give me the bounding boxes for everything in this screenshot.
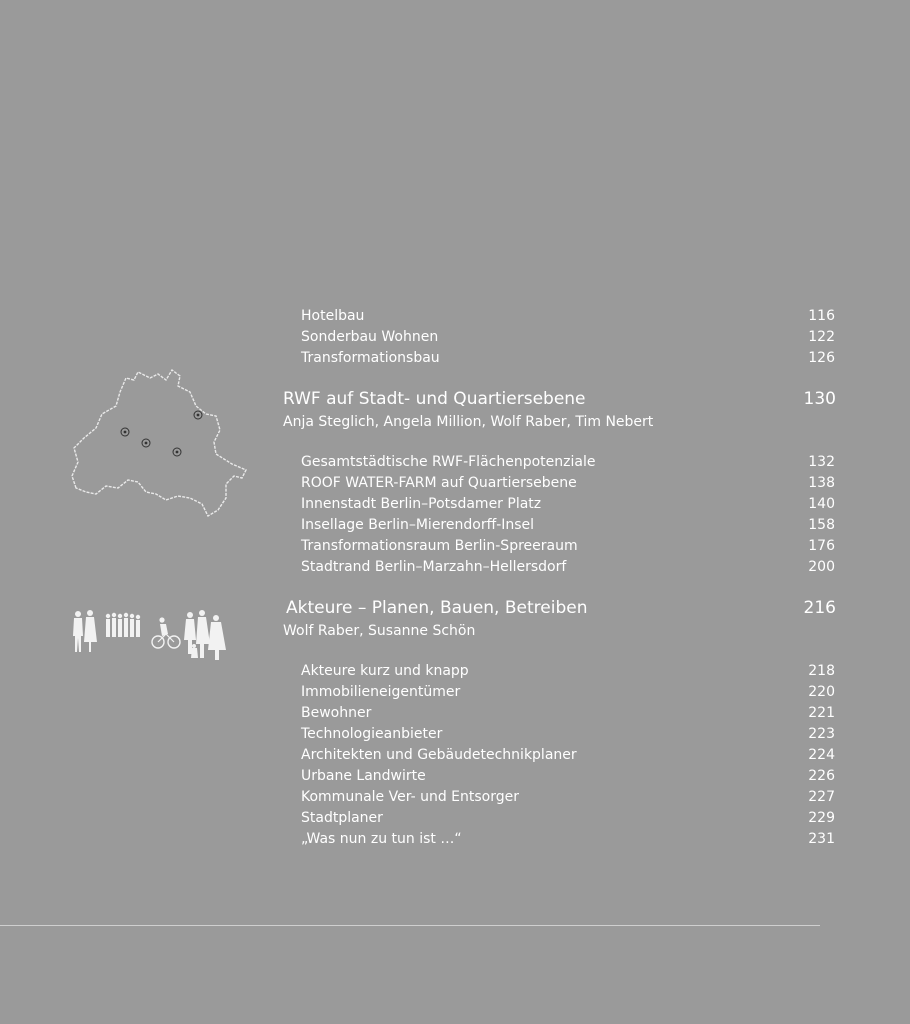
toc-entry bbox=[301, 661, 835, 682]
bottom-divider bbox=[0, 925, 820, 926]
toc-entry bbox=[301, 494, 835, 515]
toc-entry bbox=[301, 327, 835, 348]
toc-entry-title: Transformationsbau bbox=[301, 350, 440, 366]
toc-entry-page: 231 bbox=[808, 831, 835, 847]
toc-entry-page: 226 bbox=[808, 768, 835, 784]
toc-entry bbox=[301, 306, 835, 327]
toc-entry-page: 220 bbox=[808, 684, 835, 700]
toc-entry-page: 227 bbox=[808, 789, 835, 805]
toc-entry-page: 176 bbox=[808, 538, 835, 554]
section-authors: Wolf Raber, Susanne Schön bbox=[283, 623, 476, 639]
toc-entry-page: 122 bbox=[808, 329, 835, 345]
toc-entry-page: 200 bbox=[808, 559, 835, 575]
toc-entry bbox=[301, 682, 835, 703]
toc-entry-title: „Was nun zu tun ist …“ bbox=[301, 831, 462, 847]
berlin-map-icon bbox=[66, 366, 252, 520]
toc-entry-title: Kommunale Ver- und Entsorger bbox=[301, 789, 519, 805]
toc-entry bbox=[301, 515, 835, 536]
toc-entry bbox=[301, 829, 835, 850]
toc-entry-title: Immobilieneigentümer bbox=[301, 684, 461, 700]
toc-entry-page: 126 bbox=[808, 350, 835, 366]
toc-entry-title: Urbane Landwirte bbox=[301, 768, 426, 784]
section-title-text: Akteure – Planen, Bauen, Betreiben bbox=[286, 598, 588, 618]
section-title-text: RWF auf Stadt- und Quartiersebene bbox=[283, 389, 586, 409]
toc-entry bbox=[301, 703, 835, 724]
toc-entry-title: Insellage Berlin–Mierendorff-Insel bbox=[301, 517, 535, 533]
toc-entry-title: Hotelbau bbox=[301, 308, 365, 324]
toc-entry bbox=[301, 557, 835, 578]
toc-entry bbox=[301, 452, 835, 473]
toc-entry-page: 224 bbox=[808, 747, 835, 763]
toc-entry bbox=[301, 473, 835, 494]
toc-entry-page: 229 bbox=[808, 810, 835, 826]
toc-entry-page: 116 bbox=[808, 308, 835, 324]
toc-entry-page: 223 bbox=[808, 726, 835, 742]
toc-entry-title: Transformationsraum Berlin-Spreeraum bbox=[301, 538, 578, 554]
toc-entry bbox=[301, 766, 835, 787]
toc-entry bbox=[301, 745, 835, 766]
toc-entry-page: 132 bbox=[808, 454, 835, 470]
toc-entry-title: Architekten und Gebäudetechnikplaner bbox=[301, 747, 577, 763]
section-authors: Anja Steglich, Angela Million, Wolf Raber, Tim Nebert bbox=[283, 414, 654, 430]
toc-entry-page: 218 bbox=[808, 663, 835, 679]
section-title bbox=[286, 597, 836, 619]
toc-entry-title: Technologieanbieter bbox=[301, 726, 443, 742]
toc-entry-title: Akteure kurz und knapp bbox=[301, 663, 469, 679]
toc-entry-page: 221 bbox=[808, 705, 835, 721]
toc-entry-title: Gesamtstädtische RWF-Flächenpotenziale bbox=[301, 454, 596, 470]
toc-entry-page: 138 bbox=[808, 475, 835, 491]
toc-entry bbox=[301, 808, 835, 829]
toc-entry-page: 158 bbox=[808, 517, 835, 533]
toc-entry-title: Stadtplaner bbox=[301, 810, 383, 826]
toc-entry bbox=[301, 348, 835, 369]
people-silhouettes-icon bbox=[70, 606, 232, 664]
toc-entry-page: 140 bbox=[808, 496, 835, 512]
toc-entry-title: Stadtrand Berlin–Marzahn–Hellersdorf bbox=[301, 559, 567, 575]
section-title bbox=[283, 388, 836, 410]
toc-entry-title: ROOF WATER-FARM auf Quartiersebene bbox=[301, 475, 577, 491]
toc-entry bbox=[301, 724, 835, 745]
toc-entry bbox=[301, 787, 835, 808]
toc-entry-title: Innenstadt Berlin–Potsdamer Platz bbox=[301, 496, 542, 512]
toc-entry-title: Bewohner bbox=[301, 705, 372, 721]
section-page: 130 bbox=[803, 389, 836, 409]
toc-entry bbox=[301, 536, 835, 557]
toc-entry-title: Sonderbau Wohnen bbox=[301, 329, 439, 345]
section-page: 216 bbox=[803, 598, 836, 618]
